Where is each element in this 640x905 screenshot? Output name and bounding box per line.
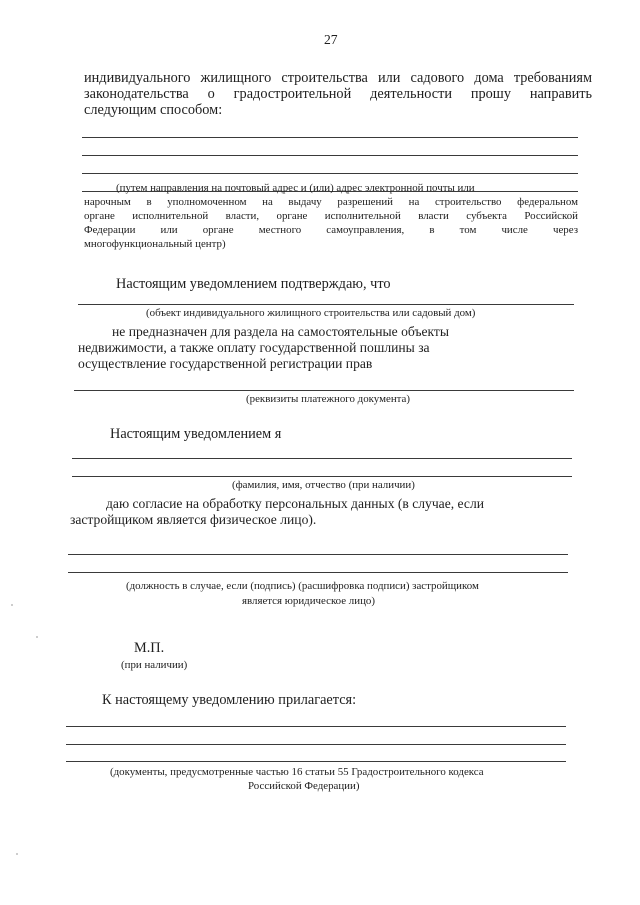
delivery-field-line-1[interactable] [82,137,578,138]
name-field-line-2[interactable] [72,476,572,477]
delivery-field-line-3[interactable] [82,173,578,174]
confirm-heading: Настоящим уведомлением подтверждаю, что [116,276,391,292]
attachment-field-line-2[interactable] [66,744,566,745]
intro-line-1: индивидуального жилищного строительства или садового дома требованиям [84,70,592,86]
name-field-line-1[interactable] [72,458,572,459]
object-field-line[interactable] [78,304,574,305]
stamp-label: М.П. [134,640,165,656]
payment-caption: (реквизиты платежного документа) [246,393,410,405]
page-number: 27 [324,32,338,47]
delivery-caption-line-5: многофункциональный центр) [84,238,226,250]
attachments-caption-line-1: (документы, предусмотренные частью 16 статьи 55 Градостроительного кодекса [110,766,484,778]
delivery-caption-line-1: (путем направления на почтовый адрес и (или) адрес электронной почты или [116,182,475,194]
confirm-line-2: недвижимости, а также оплату государственной пошлины за [78,340,430,355]
signature-caption-line-2: является юридическое лицо) [242,595,375,607]
confirm-line-3: осуществление государственной регистрации прав [78,356,373,371]
attachments-caption-line-2: Российской Федерации) [248,780,360,792]
confirm-line-1: не предназначен для раздела на самостоятельные объекты [112,324,450,339]
intro-line-3: следующим способом: [84,102,223,118]
attachments-heading: К настоящему уведомлению прилагается: [102,692,357,708]
consent-line-1: даю согласие на обработку персональных данных (в случае, если [106,496,485,511]
delivery-caption-line-2: нарочным в уполномоченном на выдачу разрешений на строительство федеральном [84,196,578,208]
signature-caption-line-1: (должность в случае, если (подпись) (расшифровка подписи) застройщиком [126,580,479,592]
name-caption: (фамилия, имя, отчество (при наличии) [232,479,415,491]
scan-speck [36,636,38,638]
delivery-caption-line-4: Федерации или органе местного самоуправления, в том числе через [84,224,578,236]
delivery-caption-line-3: органе исполнительной власти, органе исполнительной власти субъекта Российской [84,210,578,222]
delivery-field-line-2[interactable] [82,155,578,156]
signature-field-line-1[interactable] [68,554,568,555]
consent-heading: Настоящим уведомлением я [110,426,282,442]
consent-line-2: застройщиком является физическое лицо). [70,512,317,527]
attachment-field-line-1[interactable] [66,726,566,727]
signature-field-line-2[interactable] [68,572,568,573]
scan-speck [11,604,13,606]
stamp-note: (при наличии) [121,659,188,671]
scan-speck [16,853,18,855]
object-caption: (объект индивидуального жилищного строительства или садовый дом) [146,307,476,319]
intro-line-2: законодательства о градостроительной деятельности прошу направить [84,86,592,102]
payment-field-line[interactable] [74,390,574,391]
attachment-field-line-3[interactable] [66,761,566,762]
